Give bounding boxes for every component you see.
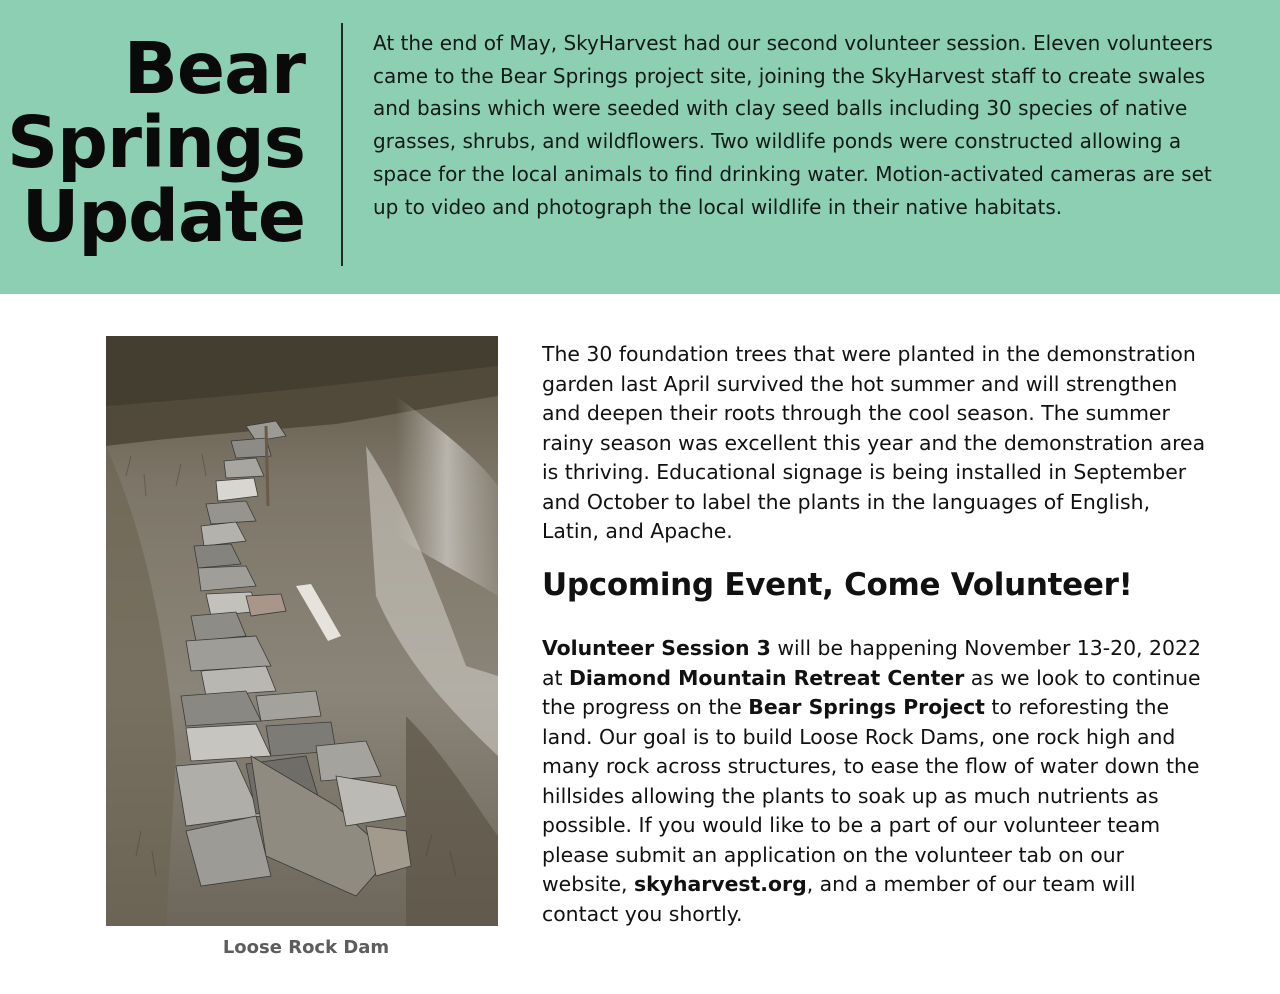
p2-text-d: , and a member of our team will contact you shortly. bbox=[542, 872, 1136, 926]
title-line-1: Bear bbox=[123, 27, 305, 110]
p2-text-c: to reforesting the land. Our goal is to build Loose Rock Dams, one rock high and many rock across structures, to ease the flow of water down the hillsides allowing the plants to soak up as much nutrients as possible. If you would like to be a part of our volunteer team please submit an application on the volunteer tab on our website, bbox=[542, 695, 1200, 896]
project-name: Bear Springs Project bbox=[748, 695, 985, 719]
vertical-divider bbox=[341, 23, 343, 266]
loose-rock-dam-photo bbox=[106, 336, 498, 926]
photo-caption: Loose Rock Dam bbox=[222, 937, 390, 958]
section-heading: Upcoming Event, Come Volunteer! bbox=[542, 567, 1133, 603]
page-title bbox=[7, 27, 305, 258]
intro-paragraph: At the end of May, SkyHarvest had our second volunteer session. Eleven volunteers came to the Bear Springs project site, joining the SkyHarvest staff to create swales and basins which were seeded with clay seed balls including 30 species of native grasses, shrubs, and wildflowers. Two wildlife ponds were constructed allowing a space for the local animals to find drinking water. Motion-activated cameras are set up to video and photograph the local wildlife in their native habitats. bbox=[373, 31, 1213, 219]
body-paragraph-2 bbox=[542, 634, 1212, 929]
session-name: Volunteer Session 3 bbox=[542, 636, 771, 660]
header-banner bbox=[0, 0, 1280, 294]
title-line-2: Springs bbox=[7, 101, 305, 184]
title-line-3: Update bbox=[21, 175, 305, 258]
p2-text-b: as we look to continue the progress on the bbox=[542, 665, 1201, 719]
event-location: Diamond Mountain Retreat Center bbox=[568, 665, 965, 690]
p2-text-a: will be happening November 13-20, 2022 at bbox=[542, 636, 1201, 690]
website-link[interactable]: skyharvest.org bbox=[633, 872, 807, 896]
body-paragraph-1: The 30 foundation trees that were planted in the demonstration garden last April survived the hot summer and will strengthen and deepen their roots through the cool season. The summer rainy season was excellent this year and the demonstration area is thriving. Educational signage is being installed in September and October to label the plants in the languages of English, Latin, and Apache. bbox=[542, 342, 1206, 543]
